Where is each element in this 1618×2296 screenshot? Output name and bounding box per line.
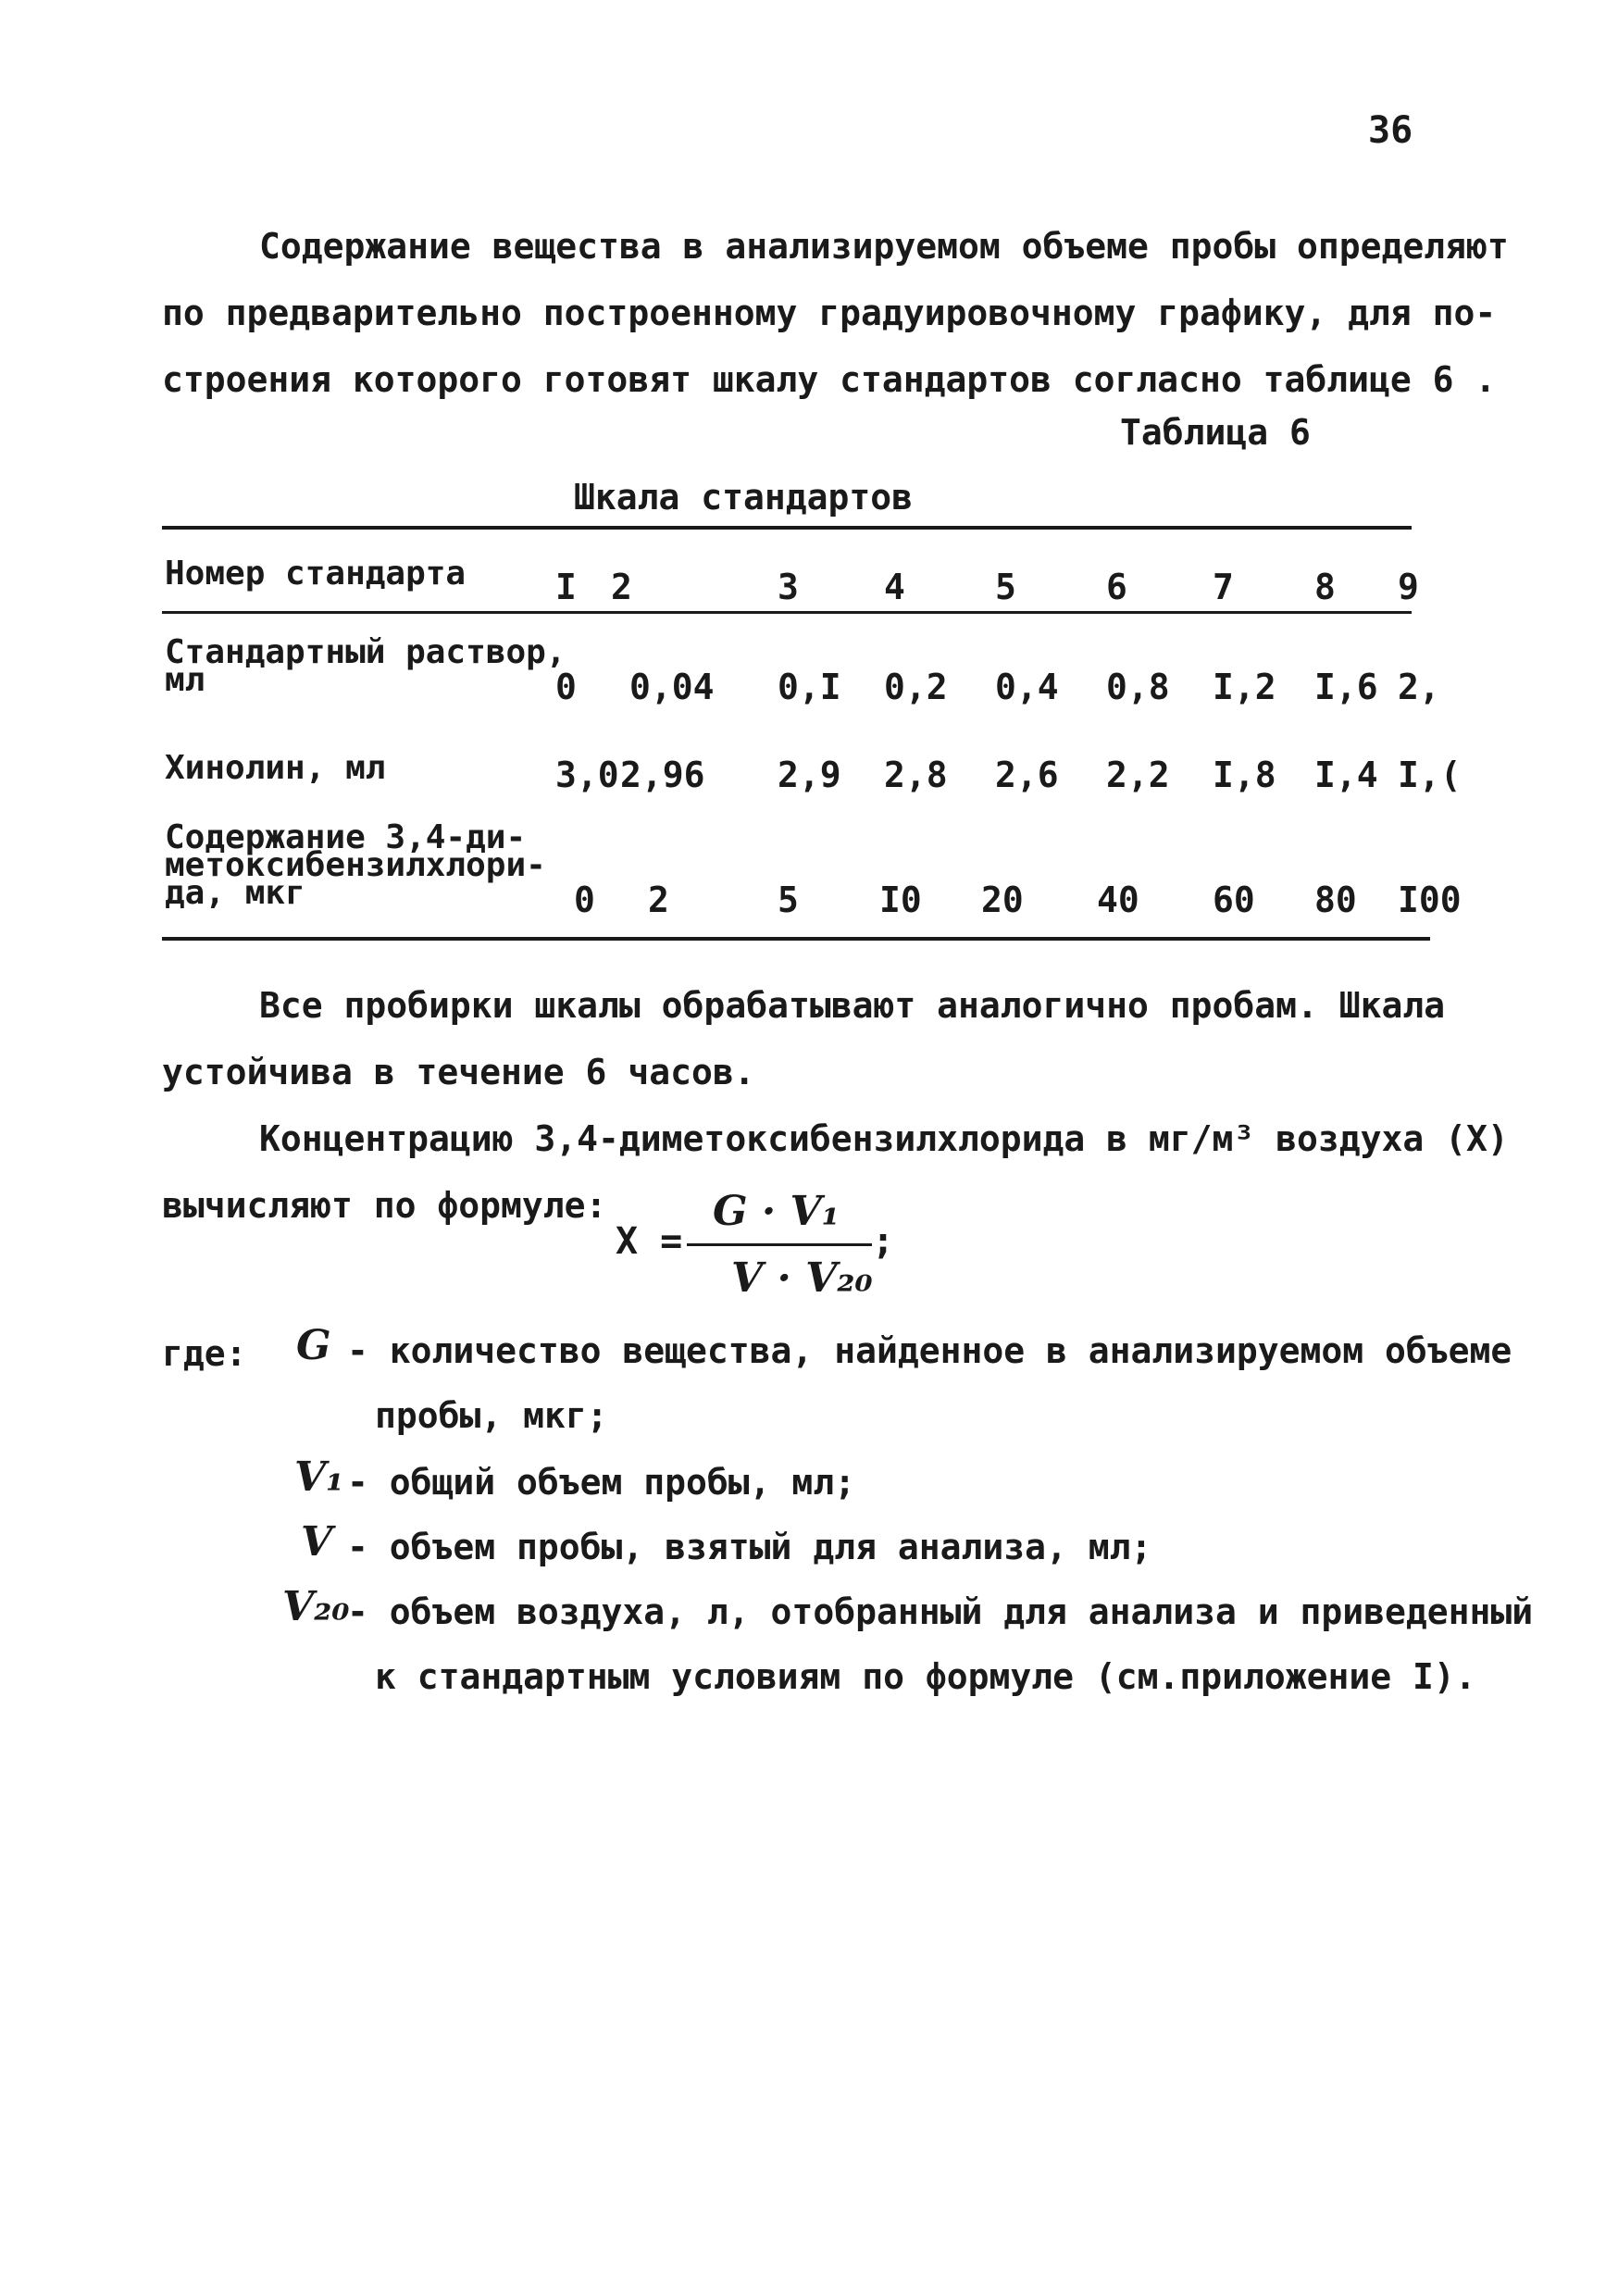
table-cell: 0,8 [1106, 667, 1170, 707]
table-cell: 0,2 [884, 667, 948, 707]
legend-text-line: - объем воздуха, л, отобранный для анализа и приведенный [347, 1591, 1534, 1632]
table-cell: 40 [1097, 880, 1139, 920]
table-cell: 8 [1314, 567, 1336, 607]
symbol-g: G [296, 1322, 331, 1369]
table-cell: I,( [1398, 755, 1462, 795]
table-cell: 2,2 [1106, 755, 1170, 795]
row-head-line: Стандартный раствор, [165, 633, 566, 671]
table-cell: 5 [778, 880, 799, 920]
formula-numerator: G · V₁ [713, 1188, 840, 1235]
table-cell: I [555, 567, 577, 607]
table-cell: 2,8 [884, 755, 948, 795]
table-cell: 2 [648, 880, 669, 920]
table-cell: 2,6 [995, 755, 1059, 795]
table-cell: 0 [555, 667, 577, 707]
table-cell: 2,96 [620, 755, 705, 795]
legend-text-line: - количество вещества, найденное в анализируемом объеме [347, 1330, 1512, 1371]
row-head-content [165, 818, 546, 912]
row-head-line: метоксибензилхлори- [165, 846, 546, 884]
table-label: Таблица 6 [1120, 412, 1311, 453]
table-cell: 2 [611, 567, 632, 607]
legend-text-line: пробы, мкг; [375, 1395, 608, 1436]
legend-item-text [347, 1515, 1151, 1579]
legend-text-line: - объем пробы, взятый для анализа, мл; [347, 1527, 1152, 1567]
table-cell: 3 [778, 567, 799, 607]
row-head-standard-solution [165, 633, 566, 699]
formula-denominator: V · V₂₀ [731, 1254, 873, 1302]
legend-item-text [347, 1318, 1512, 1448]
table-cell: 0 [574, 880, 595, 920]
table-cell: 5 [995, 567, 1016, 607]
legend-where-label: где: [162, 1333, 247, 1374]
table-cell: 20 [981, 880, 1024, 920]
legend-item-text [347, 1450, 855, 1515]
page-number: 36 [1368, 109, 1413, 152]
text-line: строения которого готовят шкалу стандартов согласно таблице 6 . [162, 359, 1497, 400]
legend-item-text [347, 1579, 1533, 1709]
table-cell: 0,I [778, 667, 841, 707]
table-cell: 80 [1314, 880, 1357, 920]
table-cell: 4 [884, 567, 905, 607]
legend-text-line: - общий объем пробы, мл; [347, 1462, 856, 1503]
table-cell: I,2 [1213, 667, 1276, 707]
formula-lhs: X = [616, 1220, 683, 1263]
table-cell: I,4 [1314, 755, 1378, 795]
row-head-line: мл [165, 661, 205, 699]
table-cell: I,8 [1213, 755, 1276, 795]
table-cell: 2, [1398, 667, 1440, 707]
table-cell: 2,9 [778, 755, 841, 795]
symbol-v: V [301, 1518, 333, 1566]
table-cell: I00 [1398, 880, 1462, 920]
row-head-standard-number: Номер стандарта [165, 555, 467, 593]
legend-text-line: к стандартным условиям по формуле (см.приложение I). [375, 1656, 1476, 1697]
table-cell: 0,4 [995, 667, 1059, 707]
table-header-rule [162, 611, 1412, 614]
table-cell: 7 [1213, 567, 1234, 607]
table-top-rule [162, 526, 1412, 530]
text-line: Концентрацию 3,4-диметоксибензилхлорида в мг/м³ воздуха (X) [259, 1118, 1509, 1159]
table-cell: 3,0 [555, 755, 619, 795]
row-head-line: да, мкг [165, 874, 305, 912]
table-title: Шкала стандартов [574, 477, 914, 518]
text-line: Содержание вещества в анализируемом объеме пробы определяют [259, 226, 1509, 267]
row-head-quinoline: Хинолин, мл [165, 749, 386, 787]
table-cell: 9 [1398, 567, 1419, 607]
text-line: устойчива в течение 6 часов. [162, 1052, 755, 1092]
symbol-v20: V₂₀ [282, 1583, 350, 1630]
fraction-bar [687, 1243, 872, 1246]
table-cell: I,6 [1314, 667, 1378, 707]
symbol-v1: V₁ [294, 1454, 344, 1501]
row-head-line: Содержание 3,4-ди- [165, 818, 527, 856]
table-bottom-rule [162, 937, 1430, 941]
table-cell: 60 [1213, 880, 1255, 920]
intro-paragraph [162, 213, 1509, 413]
text-line: вычисляют по формуле: [162, 1185, 607, 1226]
formula-end: ; [872, 1220, 895, 1263]
text-line: по предварительно построенному градуировочному графику, для по- [162, 293, 1497, 333]
table-cell: 0,04 [629, 667, 715, 707]
table-cell: I0 [879, 880, 922, 920]
table-cell: 6 [1106, 567, 1127, 607]
text-line: Все пробирки шкалы обрабатывают аналогично пробам. Шкала [259, 985, 1446, 1026]
